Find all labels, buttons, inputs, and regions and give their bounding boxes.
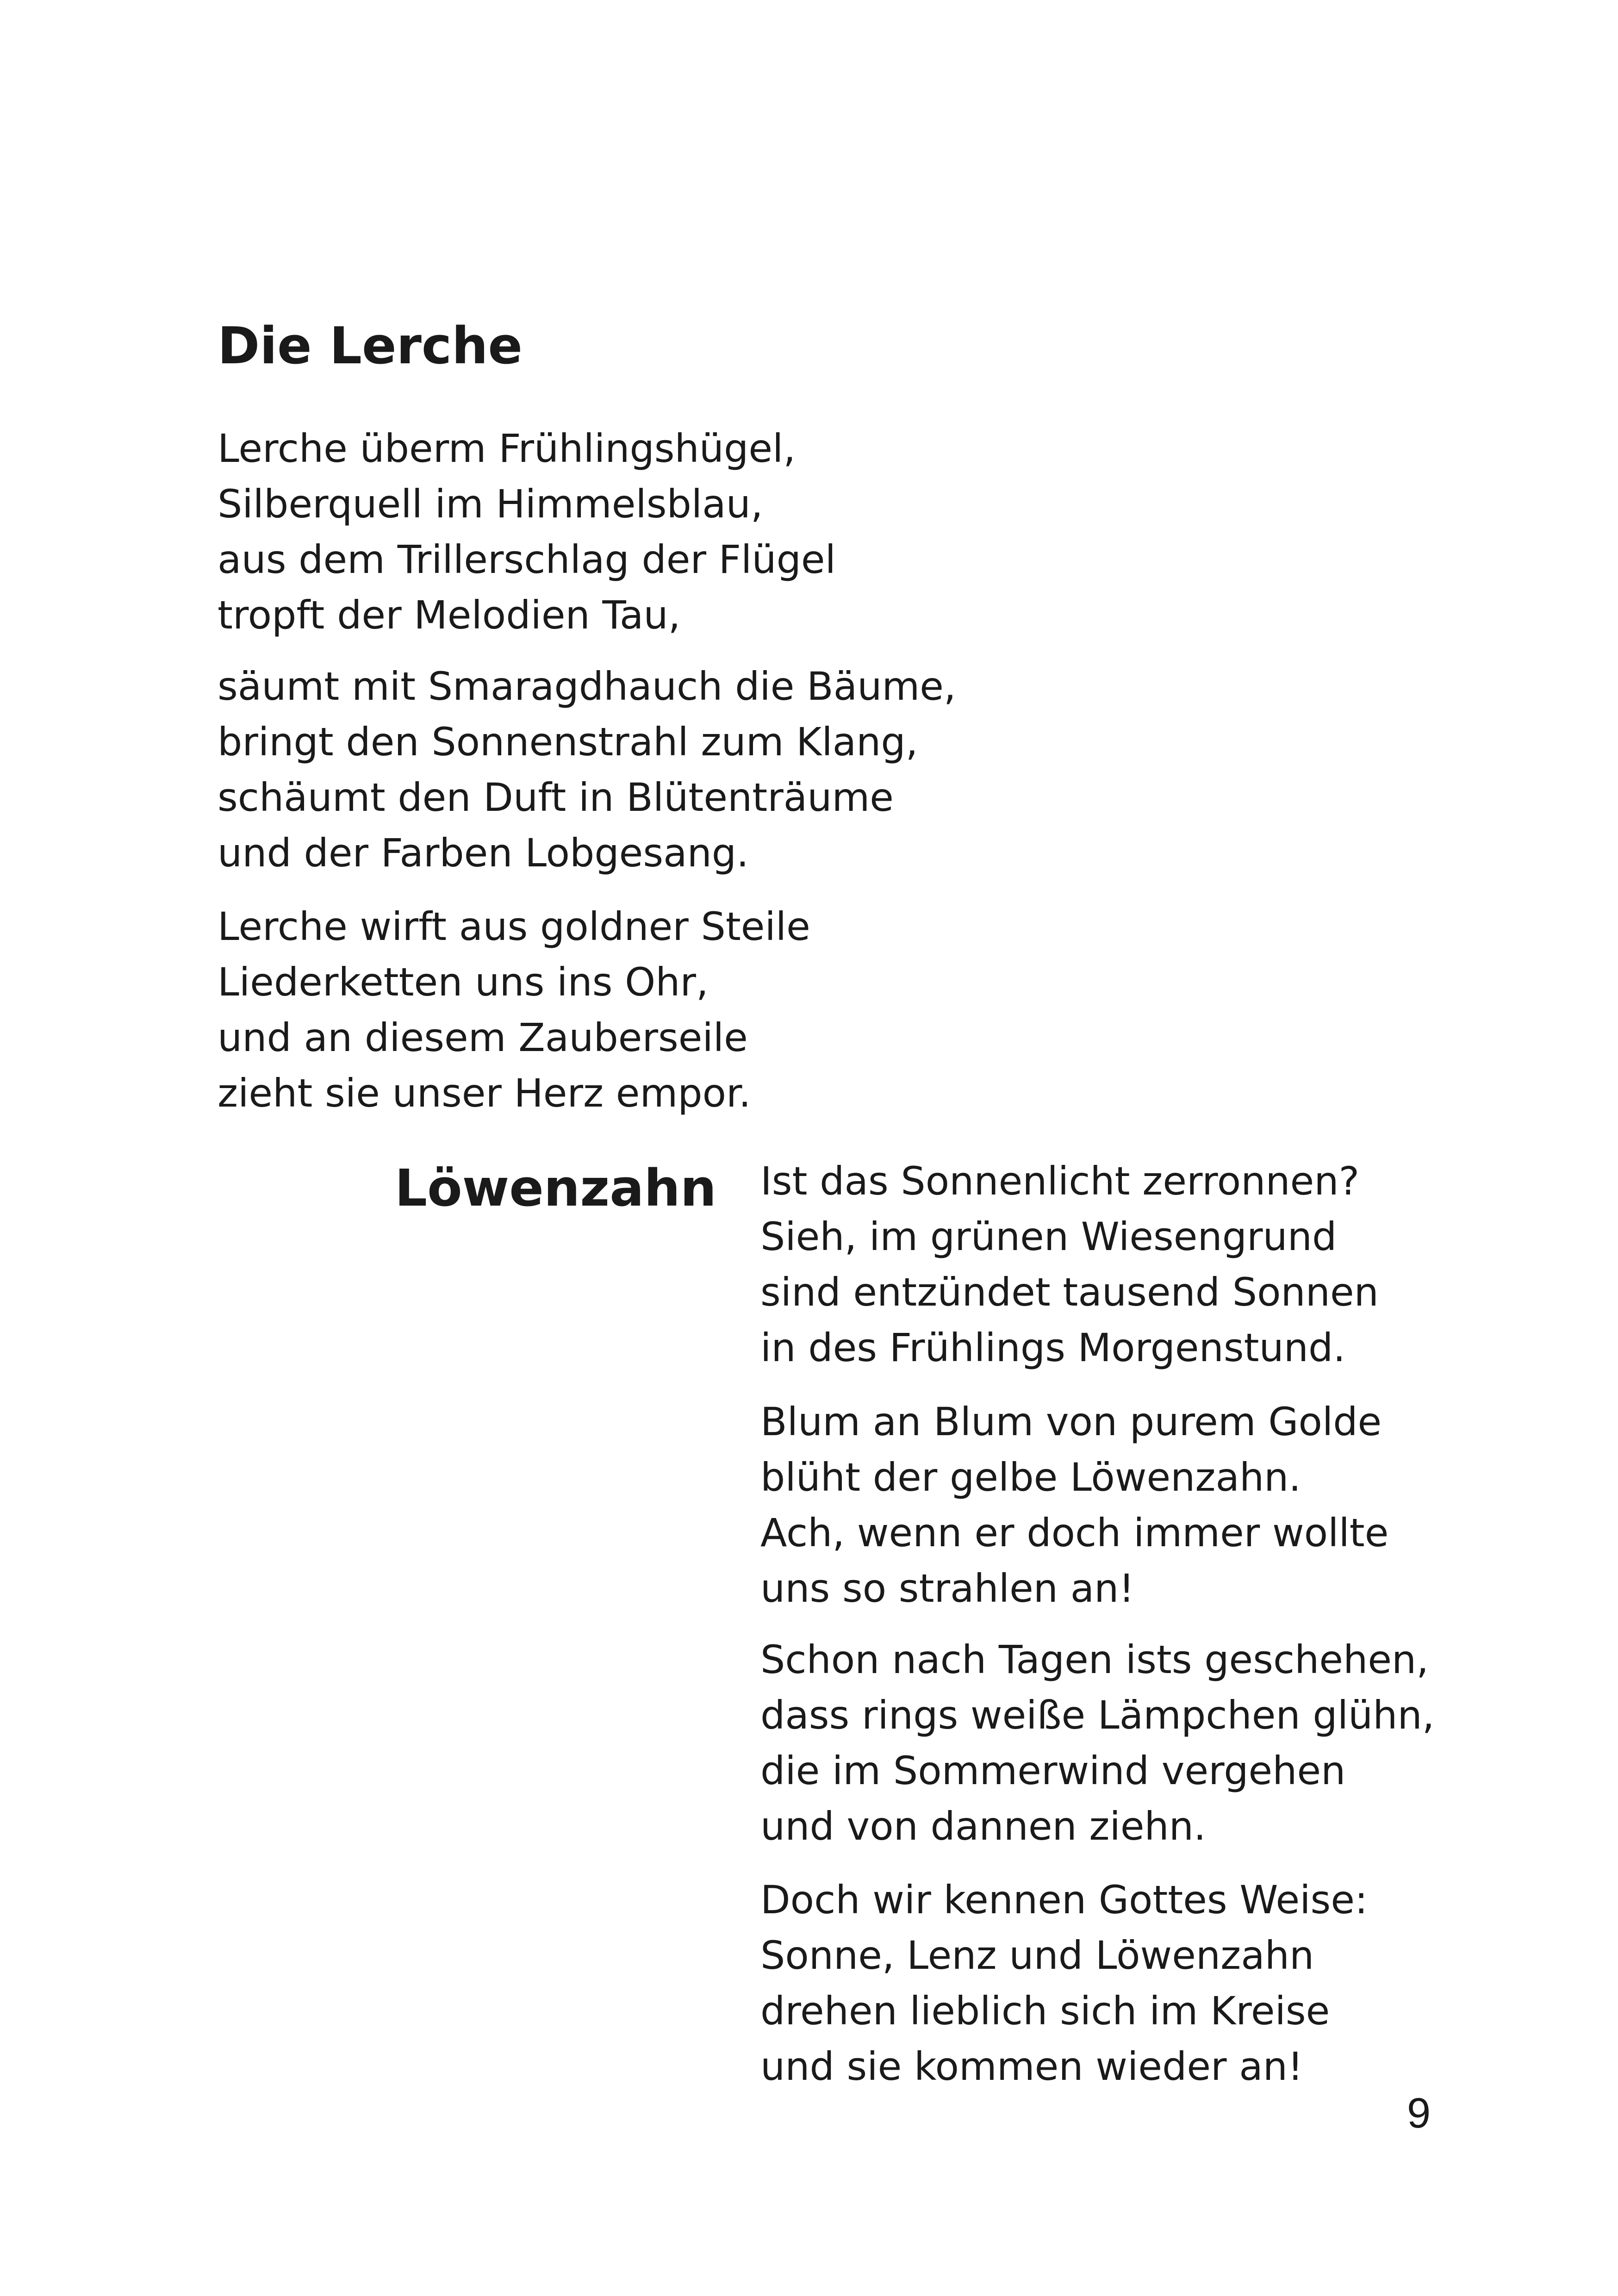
verse-line: Ach, wenn er doch immer wollte	[760, 1510, 1389, 1556]
verse-line: zieht sie unser Herz empor.	[218, 1070, 751, 1116]
stanza	[760, 1153, 1379, 1375]
verse-line: Sonne, Lenz und Löwenzahn	[760, 1933, 1314, 1978]
verse-line: Sieh, im grünen Wiesengrund	[760, 1214, 1337, 1259]
verse-line: und von dannen ziehn.	[760, 1804, 1206, 1849]
stanza	[218, 659, 956, 881]
poem-title-die-lerche: Die Lerche	[218, 316, 523, 375]
verse-line: Liederketten uns ins Ohr,	[218, 959, 709, 1005]
stanza	[760, 1632, 1434, 1854]
stanza	[760, 1872, 1368, 2094]
verse-line: sind entzündet tausend Sonnen	[760, 1269, 1379, 1315]
verse-line: Blum an Blum von purem Golde	[760, 1399, 1382, 1444]
verse-line: Lerche wirft aus goldner Steile	[218, 904, 810, 949]
stanza	[218, 421, 836, 643]
verse-line: Ist das Sonnenlicht zerronnen?	[760, 1158, 1360, 1204]
verse-line: Silberquell im Himmelsblau,	[218, 481, 763, 527]
verse-line: die im Sommerwind vergehen	[760, 1748, 1346, 1793]
verse-line: und der Farben Lobgesang.	[218, 830, 749, 876]
verse-line: und an diesem Zauberseile	[218, 1015, 748, 1060]
verse-line: Schon nach Tagen ists geschehen,	[760, 1637, 1429, 1682]
verse-line: Doch wir kennen Gottes Weise:	[760, 1877, 1368, 1923]
stanza	[218, 899, 810, 1121]
verse-line: in des Frühlings Morgenstund.	[760, 1325, 1346, 1370]
stanza	[760, 1394, 1388, 1616]
page-number: 9	[1407, 2090, 1431, 2137]
verse-line: und sie kommen wieder an!	[760, 2044, 1303, 2089]
verse-line: Lerche überm Frühlingshügel,	[218, 426, 796, 471]
verse-line: bringt den Sonnenstrahl zum Klang,	[218, 719, 918, 765]
verse-line: dass rings weiße Lämpchen glühn,	[760, 1692, 1435, 1738]
verse-line: blüht der gelbe Löwenzahn.	[760, 1455, 1301, 1500]
verse-line: drehen lieblich sich im Kreise	[760, 1988, 1330, 2034]
verse-line: aus dem Trillerschlag der Flügel	[218, 537, 836, 582]
poem-title-loewenzahn: Löwenzahn	[395, 1158, 717, 1218]
verse-line: tropft der Melodien Tau,	[218, 592, 681, 638]
verse-line: säumt mit Smaragdhauch die Bäume,	[218, 664, 956, 709]
verse-line: uns so strahlen an!	[760, 1566, 1135, 1611]
verse-line: schäumt den Duft in Blütenträume	[218, 775, 894, 820]
